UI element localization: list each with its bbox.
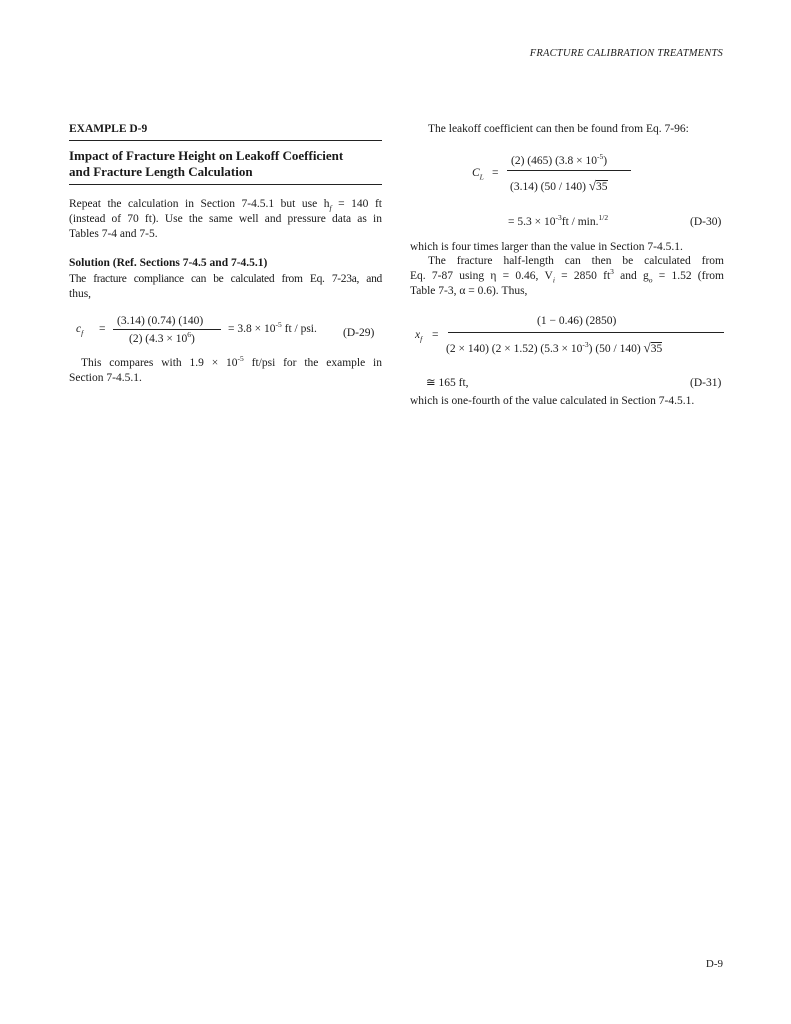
eq29-lhs: $c_f$ [76,323,84,338]
eq31-number: (D-31) [690,377,722,389]
eq31-result: ≅ 165 ft, [426,377,469,389]
eq31-lhs: $x_f$ [415,329,423,344]
eq30-fraction-bar [507,170,631,171]
repeat-line-2: (instead of 70 ft). Use the same well and pressure data as in [69,213,382,225]
eq29-number: (D-29) [343,327,375,339]
eq30-lhs: $C_L$ [472,167,484,182]
compare-line-1: This compares with $1.9 \times 10^{-5}$ ft/psi for the example in [81,354,382,369]
example-title [69,148,343,180]
eq31-numerator: (1 − 0.46) (2850) [537,315,617,327]
solution-heading: Solution (Ref. Sections 7-4.5 and 7-4.5.1) [69,257,268,269]
running-head: FRACTURE CALIBRATION TREATMENTS [529,48,723,59]
repeat-line-3: Tables 7-4 and 7-5. [69,228,158,240]
compliance-line-1: The fracture compliance can be calculated from Eq. 7-23a, and [69,273,382,285]
example-rule-top [69,140,382,141]
example-title-line-1: Impact of Fracture Height on Leakoff Coefficient [69,148,344,163]
eq31-fraction-bar [448,332,724,333]
four-times-line: which is four times larger than the value in Section 7-4.5.1. [410,241,683,253]
eq31-equals: = [432,329,439,341]
eq30-numerator: (2) (465) $(3.8 \times 10^{-5})$ [511,152,608,167]
example-label: EXAMPLE D-9 [69,123,148,135]
repeat-line-1: Repeat the calculation in Section 7-4.5.1 but use h [69,198,330,210]
repeat-line-1-end: = 140 ft [331,198,383,210]
page-number: D-9 [705,958,723,970]
eq30-number: (D-30) [690,216,722,228]
compliance-line-2: thus, [69,288,92,300]
leakoff-intro: The leakoff coefficient can then be found from Eq. 7-96: [428,123,689,135]
one-fourth-line: which is one-fourth of the value calculated in Section 7-4.5.1. [410,395,695,407]
half-length-line-1: The fracture half-length can then be calculated from [428,255,724,267]
half-length-line-3: Table 7-3, α = 0.6). Thus, [410,285,528,297]
eq30-result: = $5.3 \times 10^{-3}ft / \min.^{1/2}$ [508,213,609,228]
compliance-paragraph [69,272,382,302]
eq29-numerator: (3.14) (0.74) (140) [117,315,204,327]
half-length-line-2: Eq. 7-87 using η = 0.46, $V_i = 2850$ $ft^3$ and $g_o = 1.52$ (from [410,267,724,285]
example-rule-bottom [69,184,382,185]
eq29-fraction-bar [113,329,221,330]
eq29-equals: = [99,323,106,335]
eq31-denominator: (2 × 140) (2 × 1.52) $(5.3 \times 10^{-3})$ (50 / 140) √35 [446,340,663,355]
eq30-denominator: (3.14) (50 / 140) √35 [510,178,608,193]
repeat-paragraph [69,197,382,242]
eq30-equals: = [492,167,499,179]
eq29-denominator: (2) $(4.3 \times 10^6)$ [129,330,195,345]
eq29-result: = $3.8 \times 10^{-5}$ ft / psi. [228,320,317,335]
h-subscript: f [329,203,332,213]
compare-paragraph [69,356,382,386]
half-length-paragraph [410,254,724,299]
example-title-line-2: and Fracture Length Calculation [69,164,253,179]
compare-line-2: Section 7-4.5.1. [69,372,142,384]
